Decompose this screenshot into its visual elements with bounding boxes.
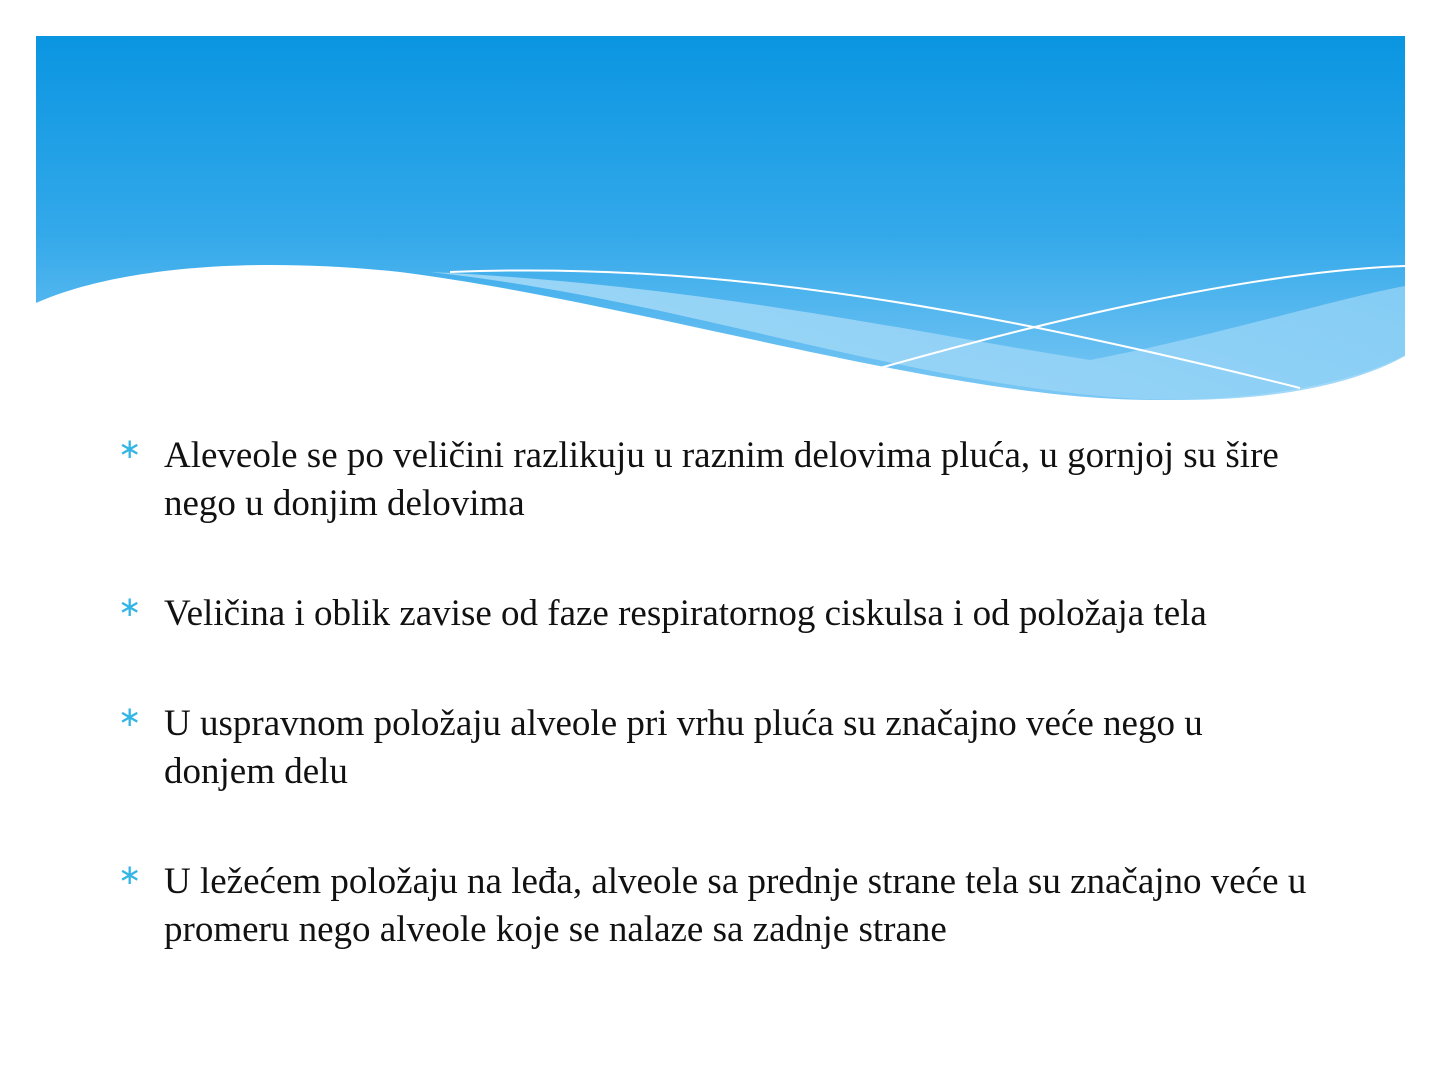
bullet-item <box>118 858 1318 954</box>
bullet-text: Veličina i oblik zavise od faze respiratornog ciskulsa i od položaja tela <box>164 593 1207 634</box>
bullet-text: U ležećem položaju na leđa, alveole sa prednje strane tela su značajno veće u promeru nego alveole koje se nalaze sa zadnje strane <box>164 861 1307 950</box>
header-wave-decoration <box>0 0 1440 420</box>
asterisk-bullet-icon: ∗ <box>118 590 142 623</box>
bullet-item <box>118 432 1318 528</box>
bullet-item <box>118 700 1318 796</box>
asterisk-bullet-icon: ∗ <box>118 700 142 733</box>
bullet-text: Aleveole se po veličini razlikuju u raznim delovima pluća, u gornjoj su šire nego u donjim delovima <box>164 435 1279 524</box>
asterisk-bullet-icon: ∗ <box>118 432 142 465</box>
bullet-list <box>118 432 1318 954</box>
bullet-item <box>118 590 1318 638</box>
bullet-text: U uspravnom položaju alveole pri vrhu pluća su značajno veće nego u donjem delu <box>164 703 1203 792</box>
asterisk-bullet-icon: ∗ <box>118 858 142 891</box>
